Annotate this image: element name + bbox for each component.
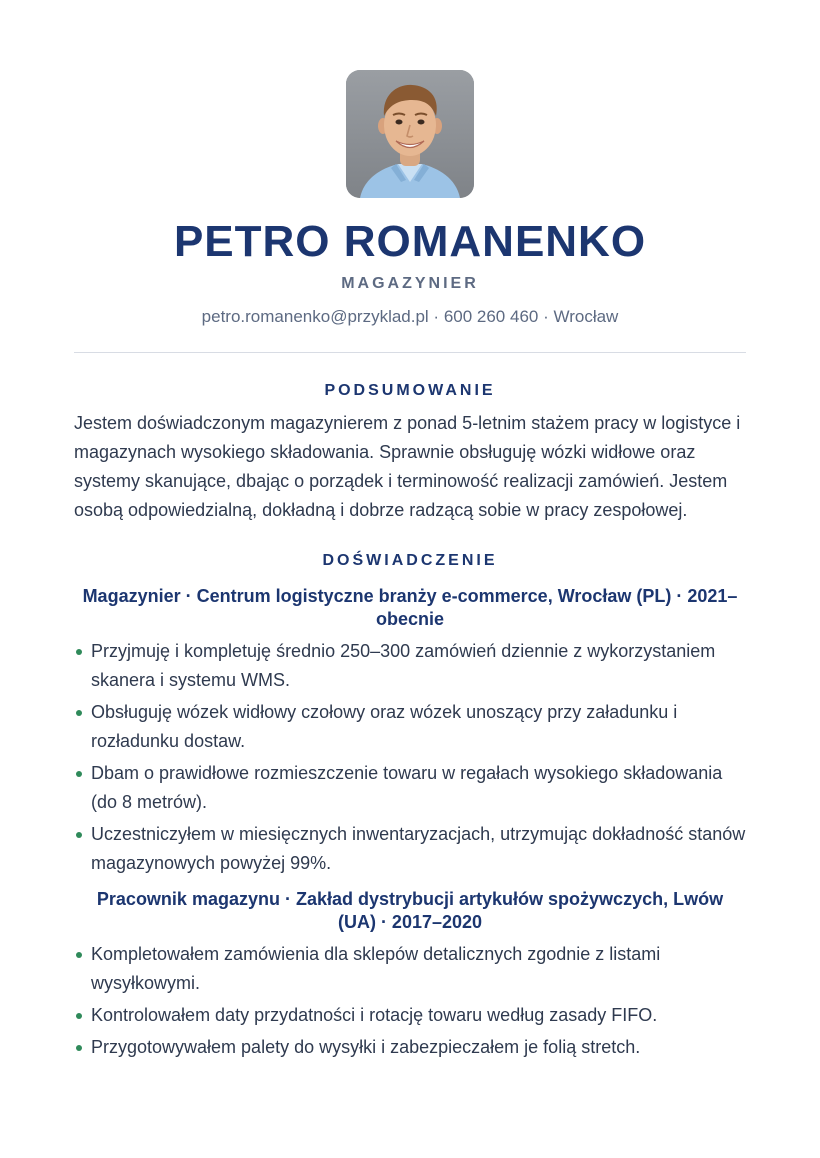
summary-text: Jestem doświadczonym magazynierem z ponad 5-letnim stażem pracy w logistyce i magazynach wysokiego składowania. Sprawnie obsługuję wózki widłowe oraz systemy skanujące, dbając o porządek i terminowość realizacji zamówień. Jestem osobą odpowiedzialną, dokładną i dobrze radzącą sobie w pracy zespołowej. [74, 413, 741, 520]
avatar-portrait-icon [346, 70, 474, 198]
job-bullet: Dbam o prawidłowe rozmieszczenie towaru w regałach wysokiego składowania (do 8 metrów). [74, 759, 746, 817]
job-bullet: Przyjmuję i kompletuję średnio 250–300 zamówień dziennie z wykorzystaniem skanera i systemu WMS. [74, 637, 746, 695]
job-bullet-list [74, 637, 746, 878]
header-divider [74, 352, 746, 353]
summary-section-title: PODSUMOWANIE [324, 382, 496, 399]
candidate-role: MAGAZYNIER [341, 275, 479, 292]
experience-section-title: DOŚWIADCZENIE [322, 552, 498, 569]
job-bullet: Kompletowałem zamówienia dla sklepów detalicznych zgodnie z listami wysyłkowymi. [74, 940, 746, 998]
contact-line: petro.romanenko@przyklad.pl · 600 260 460 · Wrocław [201, 307, 619, 326]
job-heading: Magazynier · Centrum logistyczne branży e-commerce, Wrocław (PL) · 2021–obecnie [82, 586, 738, 629]
resume-header [74, 70, 746, 328]
job-bullet: Kontrolowałem daty przydatności i rotację towaru według zasady FIFO. [74, 1001, 746, 1030]
job-entry [74, 888, 746, 1062]
job-bullet: Uczestniczyłem w miesięcznych inwentaryzacjach, utrzymując dokładność stanów magazynowych powyżej 99%. [74, 820, 746, 878]
job-bullet-list [74, 940, 746, 1062]
job-bullet: Obsługuję wózek widłowy czołowy oraz wózek unoszący przy załadunku i rozładunku dostaw. [74, 698, 746, 756]
profile-photo [346, 70, 474, 198]
job-entry [74, 585, 746, 878]
candidate-name: PETRO ROMANENKO [173, 217, 647, 266]
job-bullet: Przygotowywałem palety do wysyłki i zabezpieczałem je folią stretch. [74, 1033, 746, 1062]
job-heading: Pracownik magazynu · Zakład dystrybucji artykułów spożywczych, Lwów (UA) · 2017–2020 [96, 889, 724, 932]
